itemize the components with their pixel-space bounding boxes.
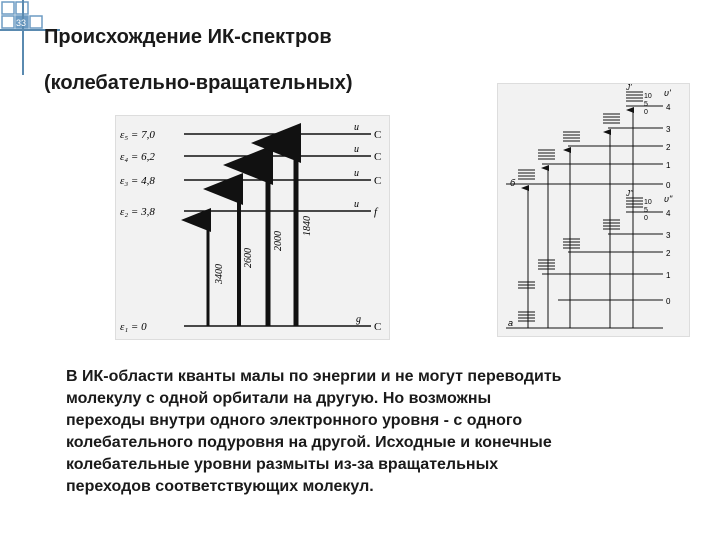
term-label: u [354,168,359,179]
arrow-label: 2600 [243,248,254,268]
v-upper-label: υ' [664,88,671,98]
v-label: 3 [666,125,671,134]
v-label: 1 [666,271,671,280]
energy-levels-svg [116,116,391,341]
body-line: переходов соответствующих молекул. [66,478,374,495]
v-label: 3 [666,231,671,240]
j-label: 0 [644,215,648,222]
term-label: u [354,199,359,210]
body-line: молекулу с одной орбитали на другую. Но возможны [66,390,492,407]
arrow-label: 1840 [302,216,313,236]
body-line: колебательные уровни размыты из-за вращательных [66,456,499,473]
symbol-label: C [374,129,382,141]
v-label: 4 [666,209,671,218]
j-label: J" [626,189,633,198]
symbol-label: C [374,151,382,163]
body-line: В ИК-области кванты малы по энергии и не могут переводить [66,368,562,385]
v-label: 1 [666,161,671,170]
v-label: 0 [666,297,671,306]
v-label: 4 [666,103,671,112]
body-line: колебательного подуровня на другой. Исходные и конечные [66,434,552,451]
j-label: 10 [644,93,652,100]
energy-levels-figure [115,115,390,340]
j-label: 5 [644,207,648,214]
v-label: 0 [666,181,671,190]
body-paragraph [66,366,706,498]
level-label: ε₃ = 4,8 [120,175,155,187]
j-label: 10 [644,199,652,206]
symbol-label: C [374,321,382,333]
v-label: 2 [666,143,671,152]
level-label: ε₄ = 6,2 [120,151,155,163]
j-label: 5 [644,101,648,108]
level-label: ε₂ = 3,8 [120,206,155,218]
v-label: 2 [666,249,671,258]
page-title-line2: (колебательно-вращательных) [44,72,353,94]
j-label: J' [626,84,632,92]
page-title-line1: Происхождение ИК-спектров [44,26,332,48]
term-label: u [354,122,359,133]
slide-number: 33 [16,18,27,28]
j-label: 0 [644,109,648,116]
vibrational-levels-svg [498,84,691,338]
arrow-label: 2000 [273,231,284,251]
decor-vertical-line [22,0,24,75]
vibrational-levels-figure [497,83,690,337]
panel-label-b: б [510,178,516,188]
level-label: ε₁ = 0 [120,321,147,333]
body-line: переходы внутри одного электронного уровня - с одного [66,412,523,429]
symbol-label: f [374,206,378,218]
term-label: g [356,314,361,325]
symbol-label: C [374,175,382,187]
v-lower-label: υ" [664,194,673,204]
term-label: u [354,144,359,155]
arrow-label: 3400 [214,264,225,284]
panel-label-a: а [508,318,514,328]
level-label: ε₅ = 7,0 [120,129,155,141]
